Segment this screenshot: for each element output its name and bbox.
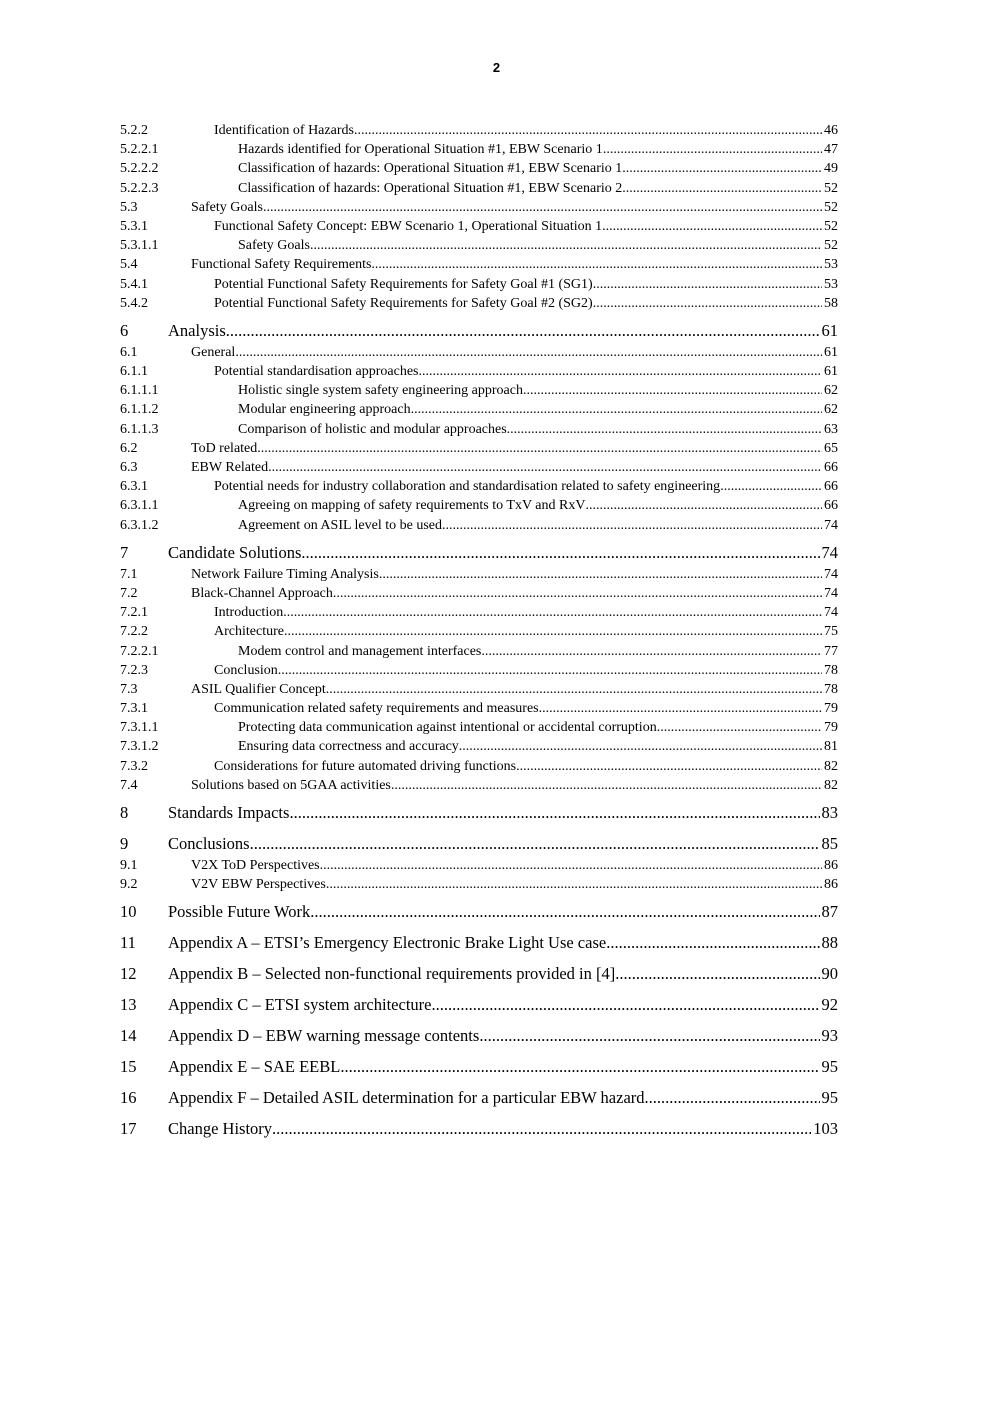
toc-dot-leader bbox=[622, 159, 822, 178]
toc-entry-title: Appendix D – EBW warning message contents bbox=[168, 1026, 480, 1046]
toc-entry-page: 86 bbox=[824, 877, 838, 893]
toc-entry-title: EBW Related bbox=[191, 460, 269, 475]
toc-entry-number: 5.3 bbox=[120, 199, 138, 215]
toc-dot-leader bbox=[250, 831, 820, 856]
toc-entry-title: Modular engineering approach bbox=[238, 402, 411, 418]
toc-entry-number: 5.2.2.2 bbox=[120, 161, 159, 177]
toc-entry[interactable] bbox=[120, 275, 838, 294]
toc-entry-page: 79 bbox=[824, 720, 838, 736]
toc-entry-number: 6.3.1.1 bbox=[120, 498, 159, 514]
toc-entry-title: Appendix B – Selected non-functional requirements provided in [4] bbox=[168, 964, 616, 984]
toc-entry-title: Potential needs for industry collaboration and standardisation related to safety engineering bbox=[214, 479, 721, 495]
toc-entry[interactable] bbox=[120, 540, 838, 565]
toc-dot-leader bbox=[371, 255, 822, 274]
toc-entry-page: 66 bbox=[824, 479, 838, 495]
toc-entry-title: Agreeing on mapping of safety requirements to TxV and RxV bbox=[238, 498, 586, 514]
toc-entry[interactable] bbox=[120, 343, 838, 362]
toc-entry-page: 52 bbox=[824, 180, 838, 196]
toc-dot-leader bbox=[278, 661, 822, 680]
toc-entry-page: 78 bbox=[824, 662, 838, 678]
toc-entry[interactable] bbox=[120, 381, 838, 400]
toc-entry[interactable] bbox=[120, 121, 838, 140]
toc-entry-page: 78 bbox=[824, 681, 838, 697]
toc-entry-number: 9.1 bbox=[120, 858, 138, 873]
toc-entry-title: Modem control and management interfaces bbox=[238, 643, 482, 659]
toc-entry-number: 7.2 bbox=[120, 585, 138, 601]
toc-dot-leader bbox=[310, 236, 822, 255]
toc-dot-leader bbox=[284, 622, 822, 641]
toc-entry-page: 88 bbox=[821, 933, 838, 953]
toc-dot-leader bbox=[340, 1054, 819, 1079]
toc-entry-title: Ensuring data correctness and accuracy bbox=[238, 739, 459, 755]
toc-dot-leader bbox=[431, 992, 819, 1017]
toc-entry[interactable] bbox=[120, 930, 838, 955]
toc-dot-leader bbox=[606, 930, 819, 955]
toc-entry-title: Network Failure Timing Analysis bbox=[191, 566, 379, 582]
toc-entry-number: 17 bbox=[120, 1119, 137, 1139]
toc-entry-page: 74 bbox=[824, 585, 838, 601]
toc-entry[interactable] bbox=[120, 1085, 838, 1110]
toc-entry-number: 5.2.2 bbox=[120, 123, 148, 138]
toc-entry-title: Agreement on ASIL level to be used bbox=[238, 517, 442, 533]
toc-entry-page: 62 bbox=[824, 383, 838, 399]
toc-dot-leader bbox=[310, 899, 819, 924]
table-of-contents bbox=[120, 121, 838, 1141]
toc-entry-number: 10 bbox=[120, 902, 137, 922]
toc-entry-page: 53 bbox=[824, 276, 838, 292]
toc-dot-leader bbox=[226, 318, 820, 343]
toc-entry-title: Appendix F – Detailed ASIL determination for a particular EBW hazard bbox=[168, 1088, 645, 1108]
toc-entry[interactable] bbox=[120, 179, 838, 198]
toc-entry-number: 7 bbox=[120, 542, 129, 562]
toc-dot-leader bbox=[593, 275, 822, 294]
toc-dot-leader bbox=[516, 757, 822, 776]
toc-entry-page: 49 bbox=[824, 161, 838, 177]
toc-entry-title: Safety Goals bbox=[238, 238, 310, 254]
toc-entry-title: Functional Safety Concept: EBW Scenario 1, Operational Situation 1 bbox=[214, 218, 603, 234]
toc-entry-number: 5.4 bbox=[120, 257, 138, 273]
toc-entry[interactable] bbox=[120, 642, 838, 661]
toc-entry-title: Conclusions bbox=[168, 834, 250, 853]
toc-entry-title: ASIL Qualifier Concept bbox=[191, 681, 326, 697]
toc-entry-title: Appendix A – ETSI’s Emergency Electronic Brake Light Use case bbox=[168, 933, 607, 953]
toc-entry-page: 93 bbox=[821, 1026, 838, 1046]
toc-entry-page: 90 bbox=[821, 964, 838, 984]
toc-entry[interactable] bbox=[120, 140, 838, 159]
toc-entry[interactable] bbox=[120, 458, 838, 477]
toc-entry-page: 52 bbox=[824, 238, 838, 254]
toc-dot-leader bbox=[645, 1085, 820, 1110]
toc-entry-title: Analysis bbox=[168, 320, 226, 340]
toc-entry-number: 6.1 bbox=[120, 344, 138, 360]
toc-entry-page: 79 bbox=[824, 701, 838, 717]
toc-entry-title: Appendix C – ETSI system architecture bbox=[168, 995, 432, 1015]
toc-entry[interactable] bbox=[120, 400, 838, 419]
toc-entry-title: Functional Safety Requirements bbox=[191, 257, 372, 273]
toc-entry-page: 52 bbox=[824, 218, 838, 234]
toc-dot-leader bbox=[289, 800, 819, 825]
toc-entry[interactable] bbox=[120, 856, 838, 875]
toc-entry-title: Potential standardisation approaches bbox=[214, 364, 419, 380]
toc-entry-number: 6.1.1.2 bbox=[120, 402, 159, 418]
toc-entry-number: 7.2.3 bbox=[120, 662, 148, 678]
toc-dot-leader bbox=[622, 179, 822, 198]
toc-dot-leader bbox=[657, 718, 822, 737]
toc-entry-number: 7.4 bbox=[120, 777, 138, 793]
toc-entry[interactable] bbox=[120, 439, 838, 458]
toc-dot-leader bbox=[603, 140, 822, 159]
toc-entry-page: 87 bbox=[821, 902, 838, 922]
toc-dot-leader bbox=[459, 737, 822, 756]
toc-entry-page: 77 bbox=[824, 643, 838, 659]
toc-entry[interactable] bbox=[120, 661, 838, 680]
toc-entry-page: 81 bbox=[824, 739, 838, 755]
toc-entry[interactable] bbox=[120, 757, 838, 776]
toc-dot-leader bbox=[263, 198, 822, 217]
toc-entry-title: Holistic single system safety engineering approach bbox=[238, 383, 523, 399]
toc-entry[interactable] bbox=[120, 992, 838, 1017]
toc-entry-page: 61 bbox=[821, 320, 838, 340]
toc-entry-page: 92 bbox=[821, 995, 838, 1015]
toc-entry-title: Identification of Hazards bbox=[214, 123, 354, 138]
toc-entry-number: 7.2.2.1 bbox=[120, 643, 159, 659]
toc-entry-page: 75 bbox=[824, 624, 838, 640]
toc-entry[interactable] bbox=[120, 737, 838, 756]
toc-entry-page: 65 bbox=[824, 440, 838, 456]
toc-entry-title: Potential Functional Safety Requirements for Safety Goal #2 (SG2) bbox=[214, 295, 593, 311]
toc-dot-leader bbox=[320, 856, 822, 875]
toc-entry-page: 86 bbox=[824, 858, 838, 873]
toc-entry-title: Black-Channel Approach bbox=[191, 585, 333, 601]
toc-entry[interactable] bbox=[120, 420, 838, 439]
toc-entry-title: Communication related safety requirements and measures bbox=[214, 701, 539, 717]
toc-entry-number: 15 bbox=[120, 1057, 137, 1077]
toc-dot-leader bbox=[326, 680, 822, 699]
toc-entry[interactable] bbox=[120, 1023, 838, 1048]
toc-entry-number: 6.3.1.2 bbox=[120, 517, 159, 533]
toc-entry[interactable] bbox=[120, 1054, 838, 1079]
toc-entry[interactable] bbox=[120, 255, 838, 274]
toc-entry-title: Solutions based on 5GAA activities bbox=[191, 777, 391, 793]
toc-entry-number: 7.1 bbox=[120, 566, 138, 582]
toc-entry-title: Appendix E – SAE EEBL bbox=[168, 1057, 341, 1077]
toc-entry-number: 6.1.1 bbox=[120, 364, 148, 380]
toc-entry[interactable] bbox=[120, 800, 838, 825]
toc-entry-number: 6.3.1 bbox=[120, 479, 148, 495]
toc-entry-page: 46 bbox=[824, 123, 838, 138]
toc-dot-leader bbox=[419, 362, 823, 381]
toc-entry[interactable] bbox=[120, 680, 838, 699]
toc-dot-leader bbox=[602, 217, 822, 236]
toc-dot-leader bbox=[593, 294, 822, 313]
toc-entry-title: Classification of hazards: Operational Situation #1, EBW Scenario 1 bbox=[238, 161, 623, 177]
toc-dot-leader bbox=[268, 458, 822, 477]
toc-entry[interactable] bbox=[120, 217, 838, 236]
toc-entry[interactable] bbox=[120, 718, 838, 737]
toc-entry-page: 62 bbox=[824, 402, 838, 418]
toc-entry-number: 6.1.1.3 bbox=[120, 421, 159, 437]
toc-dot-leader bbox=[354, 121, 822, 140]
toc-dot-leader bbox=[257, 439, 822, 458]
toc-entry-title: V2V EBW Perspectives bbox=[191, 877, 326, 893]
toc-entry-page: 66 bbox=[824, 498, 838, 514]
toc-entry-number: 6 bbox=[120, 320, 129, 340]
toc-entry[interactable] bbox=[120, 565, 838, 584]
toc-entry-page: 82 bbox=[824, 758, 838, 774]
toc-entry-number: 5.4.1 bbox=[120, 276, 148, 292]
toc-entry-title: Possible Future Work bbox=[168, 902, 311, 922]
toc-entry-number: 9.2 bbox=[120, 877, 138, 893]
toc-dot-leader bbox=[481, 642, 822, 661]
toc-dot-leader bbox=[479, 1023, 819, 1048]
toc-entry-number: 5.3.1 bbox=[120, 218, 148, 234]
toc-entry-title: Standards Impacts bbox=[168, 803, 290, 822]
toc-entry[interactable] bbox=[120, 622, 838, 641]
toc-entry-title: Protecting data communication against intentional or accidental corruption bbox=[238, 720, 657, 736]
toc-entry-number: 7.3.2 bbox=[120, 758, 148, 774]
toc-entry-number: 7.2.2 bbox=[120, 624, 148, 640]
toc-entry[interactable] bbox=[120, 1116, 838, 1141]
toc-entry-title: Safety Goals bbox=[191, 199, 263, 215]
toc-entry-number: 11 bbox=[120, 933, 136, 953]
toc-entry-title: Conclusion bbox=[214, 662, 278, 678]
toc-entry-page: 63 bbox=[824, 421, 838, 437]
toc-entry-page: 47 bbox=[824, 142, 838, 158]
toc-entry-title: V2X ToD Perspectives bbox=[191, 858, 320, 873]
toc-entry-page: 74 bbox=[824, 517, 838, 533]
toc-entry-number: 6.1.1.1 bbox=[120, 383, 159, 399]
toc-entry-title: Considerations for future automated driving functions bbox=[214, 758, 517, 774]
toc-entry-page: 95 bbox=[821, 1088, 838, 1108]
toc-dot-leader bbox=[283, 603, 822, 622]
toc-dot-leader bbox=[615, 961, 819, 986]
toc-entry-title: ToD related bbox=[191, 440, 258, 456]
toc-entry[interactable] bbox=[120, 603, 838, 622]
toc-entry-page: 61 bbox=[824, 364, 838, 380]
toc-entry-number: 7.2.1 bbox=[120, 605, 148, 621]
toc-entry-title: Comparison of holistic and modular approaches bbox=[238, 421, 507, 437]
toc-dot-leader bbox=[585, 496, 822, 515]
toc-entry-title: Potential Functional Safety Requirements for Safety Goal #1 (SG1) bbox=[214, 276, 593, 292]
toc-dot-leader bbox=[235, 343, 822, 362]
toc-entry-number: 7.3 bbox=[120, 681, 138, 697]
toc-entry-number: 5.3.1.1 bbox=[120, 238, 159, 254]
toc-entry-title: Change History bbox=[168, 1119, 273, 1139]
toc-entry[interactable] bbox=[120, 584, 838, 603]
toc-entry-page: 52 bbox=[824, 199, 838, 215]
toc-entry[interactable] bbox=[120, 198, 838, 217]
toc-entry-page: 66 bbox=[824, 460, 838, 475]
toc-entry-page: 74 bbox=[824, 605, 838, 621]
toc-dot-leader bbox=[326, 875, 822, 894]
toc-dot-leader bbox=[507, 420, 822, 439]
toc-entry[interactable] bbox=[120, 362, 838, 381]
toc-entry[interactable] bbox=[120, 776, 838, 795]
toc-entry-number: 16 bbox=[120, 1088, 137, 1108]
page-number: 2 bbox=[492, 60, 501, 75]
toc-entry-number: 6.2 bbox=[120, 440, 138, 456]
toc-entry-page: 82 bbox=[824, 777, 838, 793]
toc-entry-page: 58 bbox=[824, 295, 838, 311]
toc-entry-number: 13 bbox=[120, 995, 137, 1015]
toc-dot-leader bbox=[333, 584, 822, 603]
toc-entry[interactable] bbox=[120, 236, 838, 255]
toc-entry-number: 7.3.1.1 bbox=[120, 720, 159, 736]
toc-entry-page: 53 bbox=[824, 257, 838, 273]
toc-entry-number: 6.3 bbox=[120, 460, 138, 475]
toc-entry-title: Introduction bbox=[214, 605, 284, 621]
toc-entry-title: Hazards identified for Operational Situation #1, EBW Scenario 1 bbox=[238, 142, 603, 158]
toc-entry-title: Candidate Solutions bbox=[168, 542, 302, 562]
toc-entry[interactable] bbox=[120, 699, 838, 718]
toc-entry-title: General bbox=[191, 344, 236, 360]
toc-entry[interactable] bbox=[120, 899, 838, 924]
toc-dot-leader bbox=[442, 516, 822, 535]
toc-entry-page: 74 bbox=[821, 542, 838, 562]
toc-dot-leader bbox=[379, 565, 822, 584]
toc-entry-number: 5.4.2 bbox=[120, 295, 148, 311]
toc-entry-page: 83 bbox=[821, 803, 838, 822]
toc-entry-page: 95 bbox=[821, 1057, 838, 1077]
toc-entry-number: 5.2.2.1 bbox=[120, 142, 159, 158]
toc-entry-number: 14 bbox=[120, 1026, 137, 1046]
toc-entry-number: 8 bbox=[120, 803, 129, 822]
toc-entry-title: Classification of hazards: Operational Situation #1, EBW Scenario 2 bbox=[238, 180, 623, 196]
toc-entry-number: 7.3.1.2 bbox=[120, 739, 159, 755]
toc-dot-leader bbox=[720, 477, 822, 496]
toc-entry-number: 7.3.1 bbox=[120, 701, 148, 717]
toc-dot-leader bbox=[411, 400, 822, 419]
toc-entry[interactable] bbox=[120, 496, 838, 515]
toc-entry-page: 74 bbox=[824, 566, 838, 582]
toc-entry[interactable] bbox=[120, 961, 838, 986]
toc-entry[interactable] bbox=[120, 318, 838, 343]
toc-entry-page: 85 bbox=[821, 834, 838, 853]
toc-dot-leader bbox=[301, 540, 819, 565]
toc-entry[interactable] bbox=[120, 875, 838, 894]
toc-entry-number: 12 bbox=[120, 964, 137, 984]
toc-entry-page: 61 bbox=[824, 344, 838, 360]
toc-entry[interactable] bbox=[120, 477, 838, 496]
toc-entry-number: 9 bbox=[120, 834, 129, 853]
toc-dot-leader bbox=[391, 776, 822, 795]
toc-entry-number: 5.2.2.3 bbox=[120, 180, 159, 196]
toc-entry-page: 103 bbox=[813, 1119, 838, 1139]
toc-entry-title: Architecture bbox=[214, 624, 284, 640]
toc-entry[interactable] bbox=[120, 831, 838, 856]
toc-dot-leader bbox=[523, 381, 822, 400]
toc-entry[interactable] bbox=[120, 294, 838, 313]
toc-entry[interactable] bbox=[120, 159, 838, 178]
toc-dot-leader bbox=[539, 699, 822, 718]
toc-dot-leader bbox=[272, 1116, 811, 1141]
toc-entry[interactable] bbox=[120, 516, 838, 535]
